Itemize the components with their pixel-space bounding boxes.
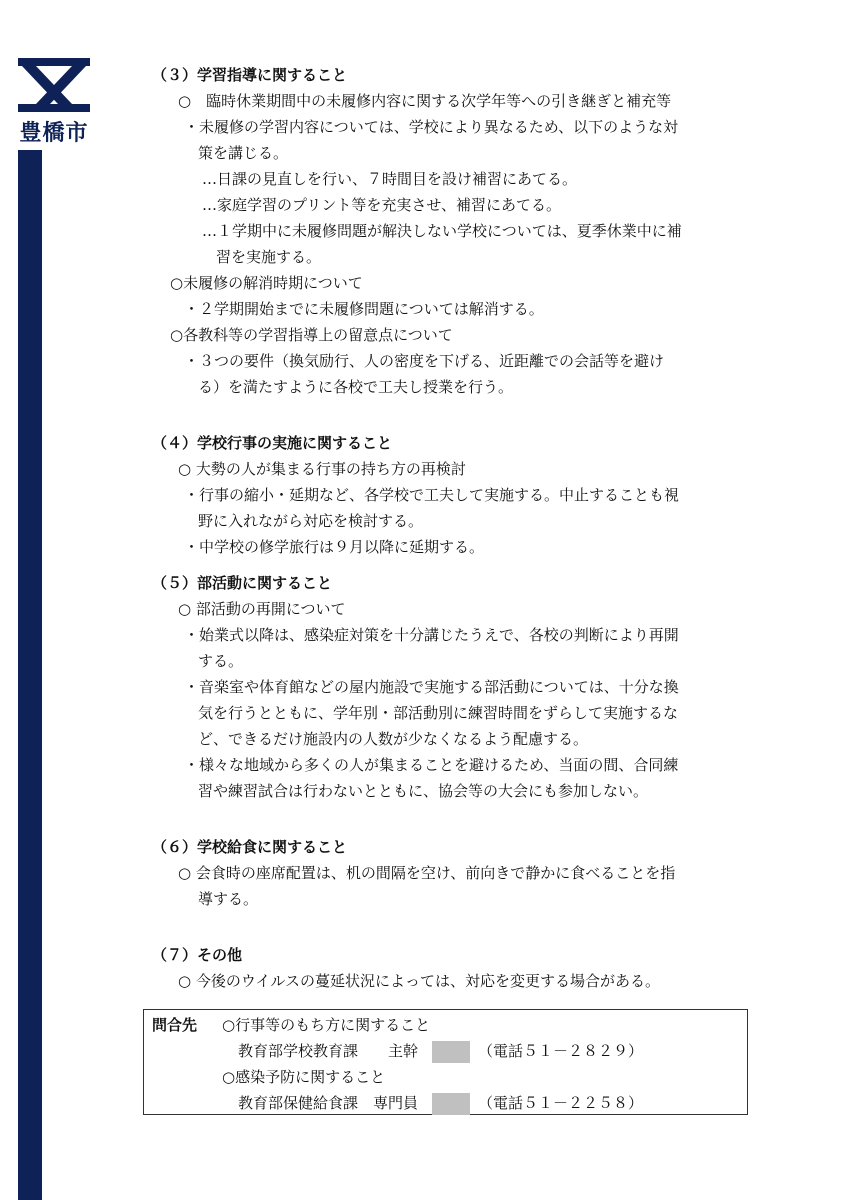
s5-item: 習や練習試合は行わないとともに、協会等の大会にも参加しない。 [198,782,649,800]
s5-item: ・始業式以降は、感染症対策を十分講じたうえで、各校の判断により再開 [184,626,679,644]
s3-item: …家庭学習のプリント等を充実させ、補習にあてる。 [202,196,561,214]
contact-phone-2: （電話５１－２２５８） [478,1094,644,1112]
contact-box [143,1009,748,1115]
s7-item: ○ 今後のウイルスの蔓延状況によっては、対応を変更する場合がある。 [178,972,660,990]
contact-phone-1: （電話５１－２８２９） [478,1042,644,1060]
s3-item: …１学期中に未履修問題が解決しない学校については、夏季休業中に補 [202,222,682,240]
city-logo [14,56,94,146]
s4-item: ○ 大勢の人が集まる行事の持ち方の再検討 [178,460,466,478]
s4-item: ・行事の縮小・延期など、各学校で工夫して実施する。中止することも視 [184,486,680,504]
section-3-title: （３）学習指導に関すること [152,66,348,84]
document-body [152,62,762,994]
s5-item: 気を行うとともに、学年別・部活動別に練習時間をずらして実施するな [198,704,679,722]
s3-item: ○未履修の解消時期について [170,274,363,292]
s3-item: 習を実施する。 [216,248,322,266]
contact-topic-2: ○感染予防に関すること [222,1068,386,1086]
redacted-name-block [432,1093,470,1115]
contact-dept-2: 教育部保健給食課 専門員 [238,1094,419,1112]
section-6-title: （６）学校給食に関すること [152,838,348,856]
s6-item: ○ 会食時の座席配置は、机の間隔を空け、前向きで静かに食べることを指 [178,864,676,882]
redacted-name-block [432,1041,470,1063]
section-4-title: （４）学校行事の実施に関すること [152,434,393,452]
s3-item: ○ 臨時休業期間中の未履修内容に関する次学年等への引き継ぎと補充等 [178,92,672,110]
s5-item: ど、できるだけ施設内の人数が少なくなるよう配慮する。 [198,730,589,748]
s4-item: 野に入れながら対応を検討する。 [198,512,424,530]
section-5-title: （５）部活動に関すること [152,574,333,592]
s5-item: ○ 部活動の再開について [178,600,346,618]
s4-item: ・中学校の修学旅行は９月以降に延期する。 [184,538,485,556]
hourglass-emblem-icon [14,56,94,114]
city-name: 豊橋市 [19,121,89,146]
s3-item: ○各教科等の学習指導上の留意点について [170,326,453,344]
s3-item: ・３つの要件（換気励行、人の密度を下げる、近距離での会話等を避け [184,352,665,370]
s3-item: …日課の見直しを行い、７時間目を設け補習にあてる。 [202,170,578,188]
contact-topic-1: ○行事等のもち方に関すること [222,1016,431,1034]
section-7-title: （７）その他 [152,946,243,964]
s3-item: 策を講じる。 [198,144,289,162]
s6-item: 導する。 [198,890,259,908]
sidebar-bar [18,150,42,1200]
contact-heading: 問合先 [152,1016,198,1034]
s5-item: ・音楽室や体育館などの屋内施設で実施する部活動については、十分な換 [184,678,679,696]
contact-dept-1: 教育部学校教育課 主幹 [238,1042,419,1060]
s3-item: る）を満たすように各校で工夫し授業を行う。 [198,378,514,396]
s5-item: する。 [198,652,244,670]
s5-item: ・様々な地域から多くの人が集まることを避けるため、当面の間、合同練 [184,756,679,774]
s3-item: ・未履修の学習内容については、学校により異なるため、以下のような対 [184,118,679,136]
s3-item: ・２学期開始までに未履修問題については解消する。 [184,300,544,318]
